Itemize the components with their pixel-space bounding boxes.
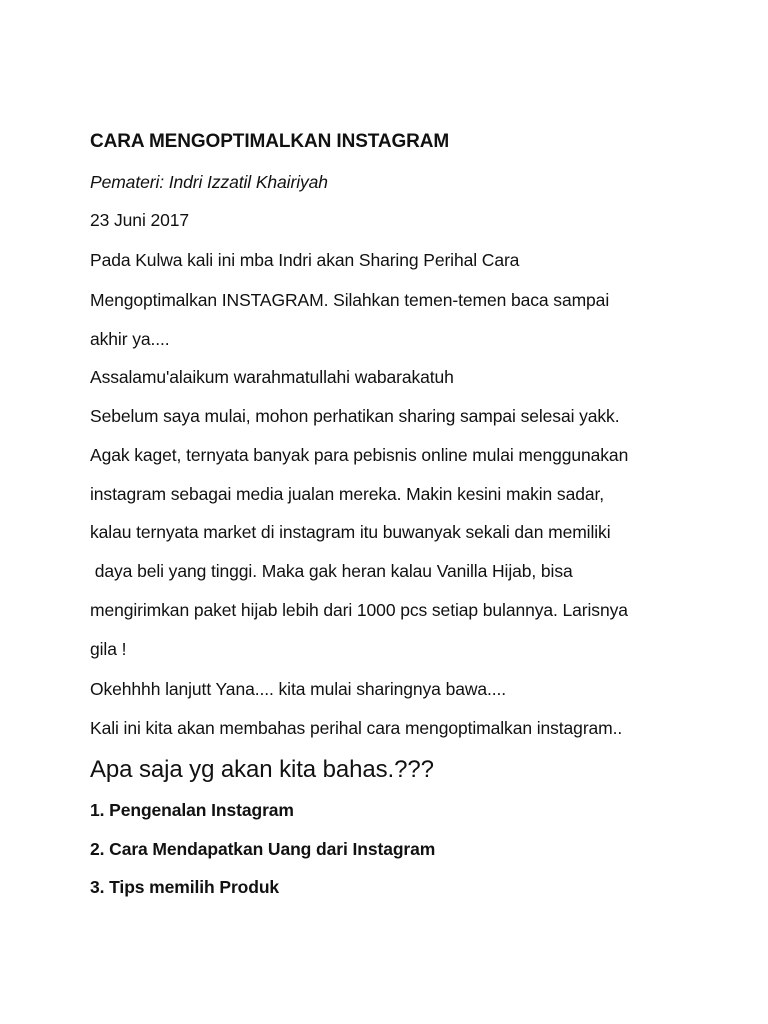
paragraph-line: Pada Kulwa kali ini mba Indri akan Sharing Perihal Cara: [90, 250, 520, 270]
paragraph-line: kalau ternyata market di instagram itu buwanyak sekali dan memiliki: [90, 522, 611, 542]
topic-item: 2. Cara Mendapatkan Uang dari Instagram: [90, 839, 436, 859]
paragraph-line: Okehhhh lanjutt Yana.... kita mulai sharingnya bawa....: [90, 679, 507, 699]
paragraph-line: Mengoptimalkan INSTAGRAM. Silahkan temen-temen baca sampai: [90, 290, 610, 310]
paragraph-line: mengirimkan paket hijab lebih dari 1000 pcs setiap bulannya. Larisnya: [90, 600, 628, 620]
paragraph-line: Agak kaget, ternyata banyak para pebisnis online mulai menggunakan: [90, 445, 629, 465]
document-title: CARA MENGOPTIMALKAN INSTAGRAM: [90, 131, 450, 152]
paragraph-line: Kali ini kita akan membahas perihal cara mengoptimalkan instagram..: [90, 718, 623, 738]
paragraph-line: daya beli yang tinggi. Maka gak heran kalau Vanilla Hijab, bisa: [90, 561, 573, 581]
date-line: 23 Juni 2017: [90, 210, 190, 230]
paragraph-line: Assalamu'alaikum warahmatullahi wabarakatuh: [90, 367, 454, 387]
topic-item: 1. Pengenalan Instagram: [90, 800, 294, 820]
section-heading: Apa saja yg akan kita bahas.???: [90, 756, 434, 783]
document-page: [90, 0, 750, 1024]
speaker-line: Pemateri: Indri Izzatil Khairiyah: [90, 172, 328, 192]
topic-item: 3. Tips memilih Produk: [90, 877, 280, 897]
paragraph-line: Sebelum saya mulai, mohon perhatikan sharing sampai selesai yakk.: [90, 406, 620, 426]
paragraph-line: akhir ya....: [90, 329, 170, 349]
paragraph-line: gila !: [90, 639, 127, 659]
paragraph-line: instagram sebagai media jualan mereka. Makin kesini makin sadar,: [90, 484, 604, 504]
